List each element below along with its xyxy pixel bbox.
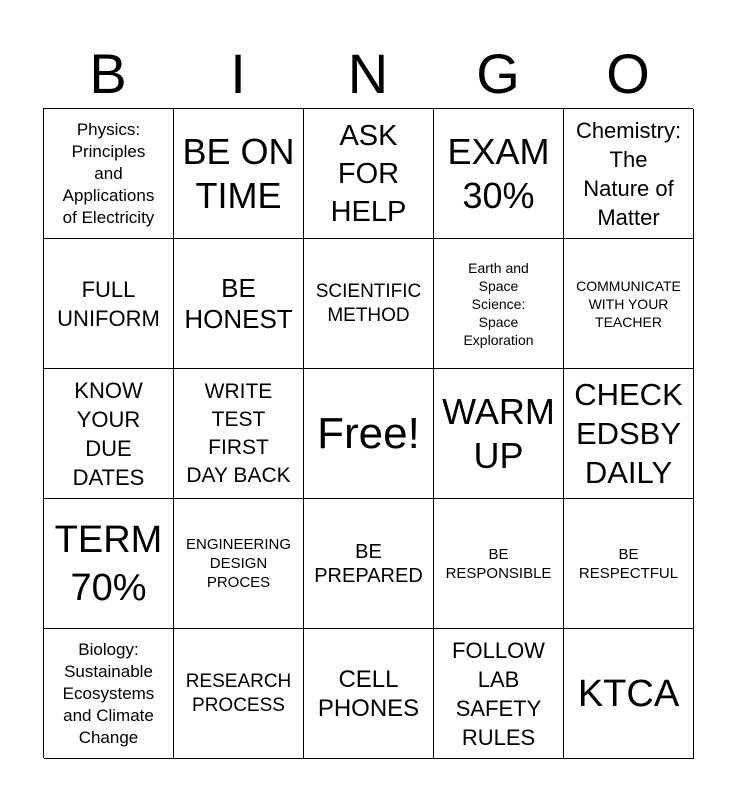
bingo-cell[interactable]: ENGINEERING DESIGN PROCES bbox=[174, 499, 304, 629]
bingo-cell[interactable]: CHECK EDSBY DAILY bbox=[564, 369, 694, 499]
bingo-cell[interactable]: BE PREPARED bbox=[304, 499, 434, 629]
bingo-cell[interactable]: SCIENTIFIC METHOD bbox=[304, 239, 434, 369]
bingo-cell[interactable]: FOLLOW LAB SAFETY RULES bbox=[434, 629, 564, 759]
bingo-cell[interactable]: COMMUNICATE WITH YOUR TEACHER bbox=[564, 239, 694, 369]
bingo-cell[interactable]: BE RESPONSIBLE bbox=[434, 499, 564, 629]
bingo-cell[interactable]: BE RESPECTFUL bbox=[564, 499, 694, 629]
bingo-cell[interactable]: Biology: Sustainable Ecosystems and Climate Change bbox=[44, 629, 174, 759]
bingo-cell[interactable]: RESEARCH PROCESS bbox=[174, 629, 304, 759]
bingo-grid bbox=[43, 108, 693, 758]
bingo-cell[interactable]: ASK FOR HELP bbox=[304, 109, 434, 239]
header-letter-o: O bbox=[606, 42, 650, 105]
bingo-cell[interactable]: Chemistry: The Nature of Matter bbox=[564, 109, 694, 239]
header-letter-i: I bbox=[230, 42, 246, 105]
bingo-cell-free[interactable]: Free! bbox=[304, 369, 434, 499]
bingo-header bbox=[43, 40, 693, 108]
bingo-cell[interactable]: BE HONEST bbox=[174, 239, 304, 369]
header-letter-g: G bbox=[476, 42, 520, 105]
bingo-cell[interactable]: Earth and Space Science: Space Exploration bbox=[434, 239, 564, 369]
bingo-cell[interactable]: WARM UP bbox=[434, 369, 564, 499]
bingo-cell[interactable]: EXAM 30% bbox=[434, 109, 564, 239]
bingo-cell[interactable]: WRITE TEST FIRST DAY BACK bbox=[174, 369, 304, 499]
bingo-cell[interactable]: FULL UNIFORM bbox=[44, 239, 174, 369]
header-letter-n: N bbox=[347, 42, 389, 105]
bingo-cell[interactable]: TERM 70% bbox=[44, 499, 174, 629]
bingo-cell[interactable]: KTCA bbox=[564, 629, 694, 759]
bingo-cell[interactable]: KNOW YOUR DUE DATES bbox=[44, 369, 174, 499]
bingo-cell[interactable]: CELL PHONES bbox=[304, 629, 434, 759]
bingo-cell[interactable]: BE ON TIME bbox=[174, 109, 304, 239]
bingo-cell[interactable]: Physics: Principles and Applications of Electricity bbox=[44, 109, 174, 239]
header-letter-b: B bbox=[89, 42, 127, 105]
